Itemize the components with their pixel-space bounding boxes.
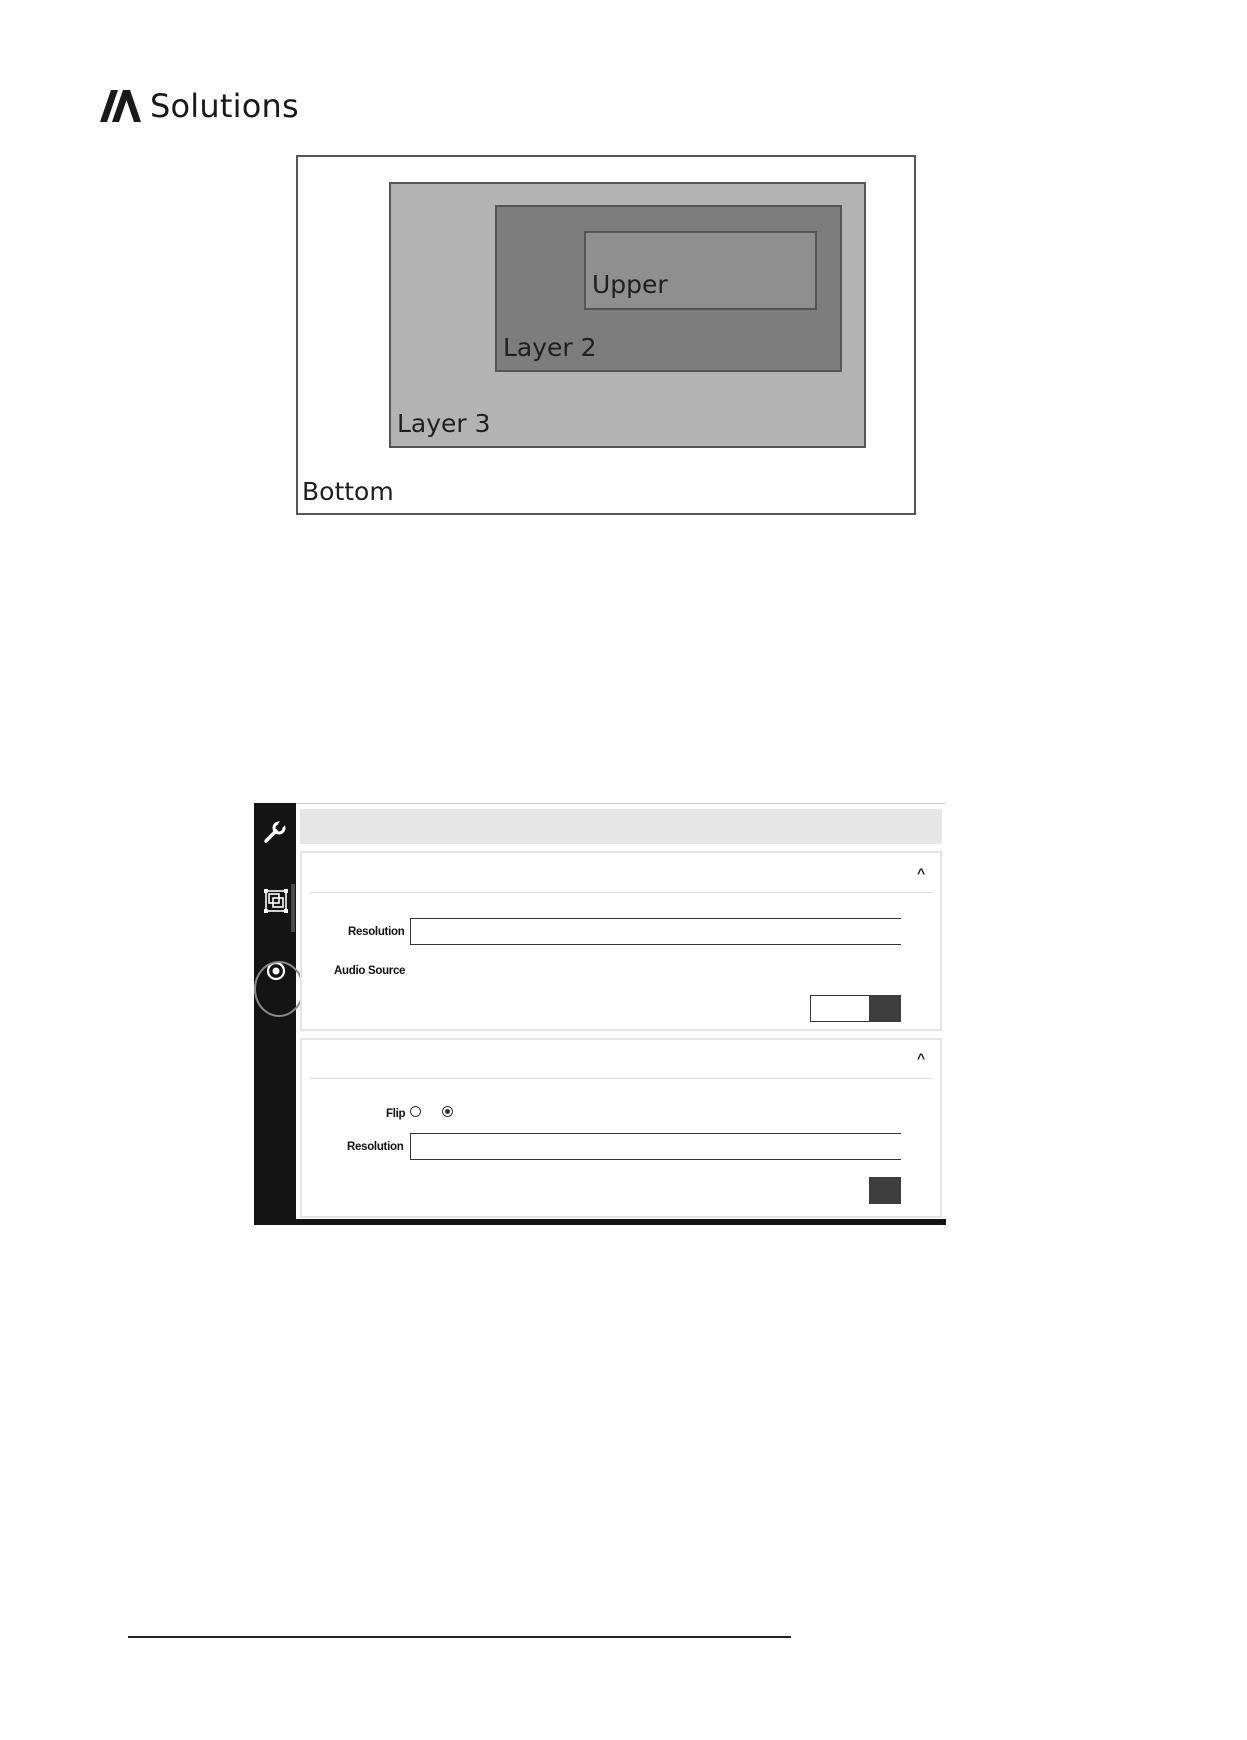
audio-source-field[interactable] — [810, 995, 870, 1022]
panel1-divider — [310, 892, 933, 893]
audio-source-label: Audio Source — [334, 965, 406, 977]
layer-upper-label: Upper — [592, 270, 668, 299]
flip-radio-on[interactable] — [442, 1106, 453, 1117]
flip-radio-off[interactable] — [410, 1106, 421, 1117]
resolution-label: Resolution — [348, 926, 405, 938]
sidebar-scrollbar[interactable] — [291, 884, 295, 932]
resolution-input[interactable] — [410, 918, 901, 945]
layer-2-label: Layer 2 — [503, 333, 597, 362]
wrench-icon[interactable] — [262, 819, 288, 845]
image-settings-panel — [300, 1038, 942, 1218]
panel2-divider — [310, 1078, 933, 1079]
collapse-caret-icon[interactable]: ^ — [917, 1050, 926, 1066]
brand-mark-icon — [100, 90, 146, 122]
brand-logo — [100, 88, 299, 124]
layer-3-label: Layer 3 — [397, 409, 491, 438]
top-border — [296, 803, 946, 804]
content-header-bar — [300, 809, 942, 844]
apply-button[interactable] — [869, 1177, 901, 1204]
layer-bottom-label: Bottom — [302, 477, 394, 506]
brand-name: Solutions — [150, 87, 299, 125]
collapse-caret-icon[interactable]: ^ — [917, 865, 926, 881]
highlight-circle — [254, 961, 304, 1017]
bottom-border — [296, 1219, 946, 1225]
resolution-input[interactable] — [410, 1133, 901, 1160]
layers-icon[interactable] — [263, 888, 289, 914]
resolution-label: Resolution — [347, 1141, 404, 1153]
audio-source-dropdown-button[interactable] — [869, 995, 901, 1022]
flip-label: Flip — [386, 1108, 406, 1120]
footer-rule — [128, 1636, 791, 1638]
